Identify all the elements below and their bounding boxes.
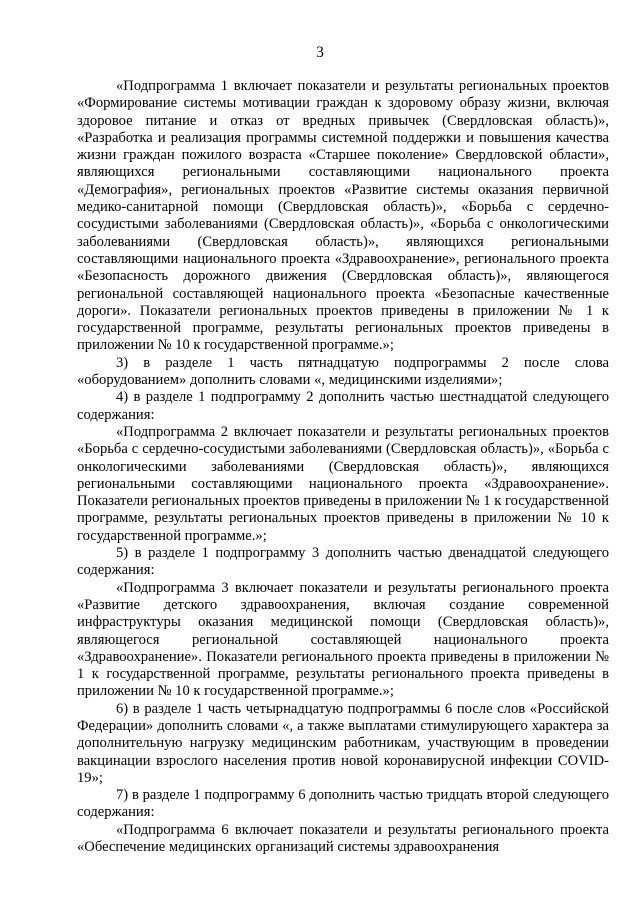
paragraph-item-6: 6) в разделе 1 часть четырнадцатую подпрограммы 6 после слов «Российской Федерации» дополнить словами «, а также выплатами стимулирующего характера за дополнительную нагрузку медицинским работникам, участвующим в проведении вакцинации взрослого населения против новой коронавирусной инфекции COVID-19»; xyxy=(77,700,609,786)
paragraph-subprogram-3: «Подпрограмма 3 включает показатели и результаты регионального проекта «Развитие детского здравоохранения, включая создание современной инфраструктуры оказания медицинской помощи (Свердловская область)», являющегося региональной составляющей национального проекта «Здравоохранение». Показатели регионального проекта приведены в приложении № 1 к государственной программе, результаты регионального проекта приведены в приложении № 10 к государственной программе.»; xyxy=(77,579,609,700)
paragraph-subprogram-2: «Подпрограмма 2 включает показатели и результаты региональных проектов «Борьба с сердечно-сосудистыми заболеваниями (Свердловская область)», «Борьба с онкологическими заболеваниями (Свердловская область)», являющихся региональными составляющими национального проекта «Здравоохранение». Показатели региональных проектов приведены в приложении № 1 к государственной программе, результаты региональных проектов приведены в приложении № 10 к государственной программе.»; xyxy=(77,423,609,544)
paragraph-item-7: 7) в разделе 1 подпрограмму 6 дополнить частью тридцать второй следующего содержания: xyxy=(77,787,609,821)
paragraph-item-3: 3) в разделе 1 часть пятнадцатую подпрограммы 2 после слова «оборудованием» дополнить словами «, медицинскими изделиями»; xyxy=(77,354,609,389)
document-body xyxy=(77,78,609,856)
paragraph-item-5: 5) в разделе 1 подпрограмму 3 дополнить частью двенадцатой следующего содержания: xyxy=(77,545,609,579)
paragraph-item-4: 4) в разделе 1 подпрограмму 2 дополнить частью шестнадцатой следующего содержания: xyxy=(77,389,609,423)
paragraph-subprogram-1: «Подпрограмма 1 включает показатели и результаты региональных проектов «Формирование системы мотивации граждан к здоровому образу жизни, включая здоровое питание и отказ от вредных привычек (Свердловская область)», «Разработка и реализация программы системной поддержки и повышения качества жизни граждан пожилого возраста «Старшее поколение» Свердловской области», являющихся региональными составляющими национального проекта «Демография», региональных проектов «Развитие системы оказания первичной медико-санитарной помощи (Свердловская область)», «Борьба с сердечно-сосудистыми заболеваниями (Свердловская область)», «Борьба с онкологическими заболеваниями (Свердловская область)», являющихся региональными составляющими национального проекта «Здравоохранение», регионального проекта «Безопасность дорожного движения (Свердловская область)», являющегося региональной составляющей национального проекта «Безопасные качественные дороги». Показатели региональных проектов приведены в приложении № 1 к государственной программе, результаты региональных проектов приведены в приложении № 10 к государственной программе.»; xyxy=(77,78,609,354)
paragraph-subprogram-6: «Подпрограмма 6 включает показатели и результаты регионального проекта «Обеспечение медицинских организаций системы здравоохранения xyxy=(77,821,609,856)
page-number: 3 xyxy=(316,44,324,61)
